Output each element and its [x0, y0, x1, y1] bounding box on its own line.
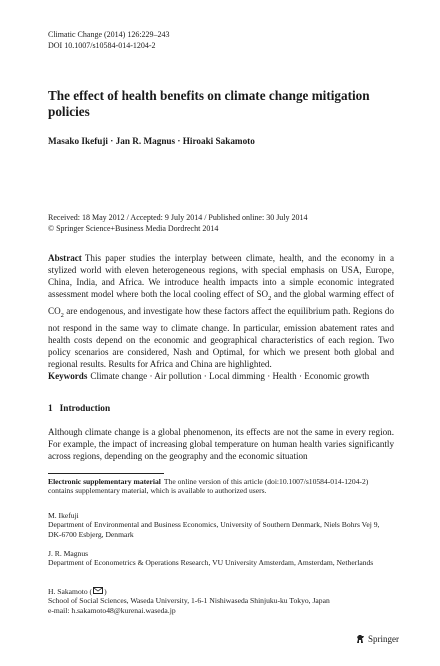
co2-subscript: 2 — [60, 311, 64, 319]
keywords — [48, 370, 394, 382]
affiliation-magnus — [48, 549, 394, 568]
publication-dates — [48, 213, 394, 234]
springer-horse-icon — [355, 634, 366, 644]
author-list: Masako Ikefuji · Jan R. Magnus · Hiroaki Sakamoto — [48, 136, 255, 146]
abstract-text-3: are endogenous, and investigate how these factors affect the equilibrium path. Regions do not respond in the same way to climate change. In particular, emission abatement rates and health costs depend on the economic and geographical characteristics of each region. Two policy scenarios are considered, Nash and Optimal, for which we present both global and regional results. Results for Africa and China are highlighted. — [48, 306, 394, 369]
section-heading — [48, 403, 394, 415]
section-number: 1 — [48, 404, 53, 414]
abstract-text-1: This paper studies the interplay between climate, health, and the economy in a stylized world with eleven heterogeneous regions, with special emphasis on USA, Europe, China, India, and Africa. We introduce health impacts into a simple economic integrated assessment model where both the local cooling effect of SO — [48, 253, 394, 300]
affiliation-name: J. R. Magnus — [48, 549, 89, 558]
publisher-name: Springer — [368, 634, 399, 644]
abstract-label: Abstract — [48, 253, 82, 263]
copyright-line: © Springer Science+Business Media Dordrecht 2014 — [48, 223, 219, 233]
journal-header — [48, 30, 394, 51]
history-line: Received: 18 May 2012 / Accepted: 9 July 2014 / Published online: 30 July 2014 — [48, 213, 308, 222]
esm-footnote — [48, 477, 394, 496]
section-title: Introduction — [59, 404, 111, 414]
introduction-paragraph: Although climate change is a global phenomenon, its effects are not the same in every region. For example, the impact of increasing global temperature on human health varies significantly across regions, depending on the geography and the economic situation — [48, 427, 394, 462]
affiliation-name: M. Ikefuji — [48, 511, 79, 520]
affiliation-name-line — [48, 587, 394, 596]
affiliation-address: Department of Environmental and Business Economics, University of Southern Denmark, Niels Bohrs Vej 9, DK-6700 Esbjerg, Denmark — [48, 520, 380, 539]
affiliation-sakamoto — [48, 587, 394, 615]
affiliation-address: School of Social Sciences, Waseda University, 1-6-1 Nishiwaseda Shinjuku-ku Tokyo, Japan — [48, 596, 330, 606]
esm-label: Electronic supplementary material — [48, 477, 161, 486]
journal-citation: Climatic Change (2014) 126:229–243 — [48, 30, 170, 39]
article-title: The effect of health benefits on climate change mitigation policies — [48, 88, 370, 119]
affiliation-name-end: ) — [104, 587, 107, 596]
doi-line: DOI 10.1007/s10584-014-1204-2 — [48, 40, 156, 50]
email-link[interactable]: e-mail: h.sakamoto48@kurenai.waseda.jp — [48, 605, 176, 615]
abstract — [48, 252, 394, 370]
affiliation-address: Department of Econometrics & Operations Research, VU University Amsterdam, Amsterdam, Netherlands — [48, 558, 374, 568]
footnote-divider — [48, 473, 164, 474]
affiliation-ikefuji — [48, 511, 394, 539]
so2-subscript: 2 — [268, 294, 272, 302]
keywords-text: Climate change · Air pollution · Local dimming · Health · Economic growth — [90, 371, 370, 381]
esm-text: The online version of this article (doi:10.1007/s10584-014-1204-2) contains supplementary material, which is available to authorized users. — [48, 477, 369, 496]
publisher-logo — [355, 633, 399, 645]
envelope-icon — [93, 587, 103, 594]
affiliation-name: H. Sakamoto ( — [48, 587, 93, 596]
abstract-text-2: and the global warming effect of CO — [48, 289, 394, 316]
keywords-label: Keywords — [48, 371, 88, 381]
